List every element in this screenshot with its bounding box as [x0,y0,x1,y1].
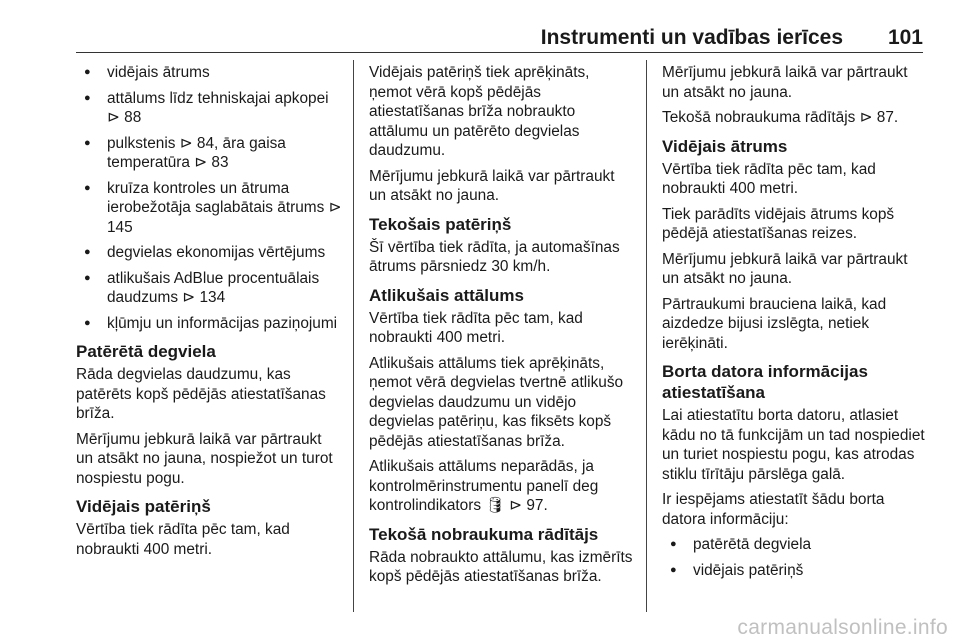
section-heading-avg-consumption: Vidējais patēriņš [76,497,211,516]
paragraph: Mērījumu jebkurā laikā var pārtraukt un atsākt no jauna. [369,167,615,204]
paragraph: Atlikušais attālums tiek aprēķināts, ņemot vērā degvielas tvertnē atlikušo degvielas daudzumu un vidējo degvielas patēriņu, kas fiksēts kopš pēdējās atiestatīšanas brīža. [369,354,624,450]
page-number: 101 [887,26,923,49]
list-item: ● degvielas ekonomijas vērtējums [76,243,342,263]
reset-items-list [662,535,928,580]
section-heading-trip-odometer: Tekošā nobraukuma rādītājs [369,524,599,544]
paragraph: Pārtraukumi brauciena laikā, kad aizdedze bijusi izslēgta, netiek ierēķināti. [662,295,887,352]
page-header [76,26,923,54]
list-item: ● vidējais ātrums [76,63,342,83]
paragraph: Šī vērtība tiek rādīta, ja automašīnas ātrums pārsniedz 30 km/h. [369,238,620,275]
paragraph: Vērtība tiek rādīta pēc tam, kad nobraukti 400 metri. [369,309,583,346]
list-item: ● pulkstenis ⊳ 84, āra gaisa temperatūra ⊳ 83 [76,134,342,173]
list-item: ● atlikušais AdBlue procentuālais daudzums ⊳ 134 [76,269,342,308]
column-2 [369,63,635,593]
paragraph: Ir iespējams atiestatīt šādu borta datora informāciju: [662,491,885,528]
column-1 [76,63,342,565]
section-heading-current-consumption: Tekošais patēriņš [369,214,512,234]
column-divider-2 [646,60,647,612]
list-item: ● patērētā degviela [662,535,928,555]
paragraph: Lai atiestatītu borta datoru, atlasiet kādu no tā funkcijām un tad nospiediet un turiet nospiestu pogu, kas atrodas stiklu tīrītāju pārslēga galā. [662,407,925,483]
paragraph: Rāda nobraukto attālumu, kas izmērīts kopš pēdējās atiestatīšanas brīža. [369,548,633,585]
column-divider-1 [353,60,354,612]
section-heading-fuel-used: Patērētā degviela [76,342,216,361]
column-3 [662,63,928,586]
site-watermark: carmanualsonline.info [737,616,948,639]
paragraph: Atlikušais attālums neparādās, ja kontrolmērinstrumentu panelī deg kontrolindikators 🛢 ⊳ 97. [369,458,599,514]
paragraph: Mērījumu jebkurā laikā var pārtraukt un atsākt no jauna. [662,250,908,287]
paragraph: Tiek parādīts vidējais ātrums kopš pēdējā atiestatīšanas reizes. [662,205,895,242]
paragraph: Mērījumu jebkurā laikā var pārtraukt un atsākt no jauna. [662,64,908,101]
section-heading-reset: Borta datora informācijas atiestatīšana [662,362,868,402]
paragraph: Vērtība tiek rādīta pēc tam, kad nobraukti 400 metri. [76,521,290,558]
list-item: ● kļūmju un informācijas paziņojumi [76,314,342,334]
list-item: ● vidējais patēriņš [662,561,928,581]
display-items-list [76,63,342,333]
chapter-title: Instrumenti un vadības ierīces [540,26,843,49]
header-rule [76,52,923,53]
section-heading-avg-speed: Vidējais ātrums [662,136,788,156]
list-item: ● kruīza kontroles un ātruma ierobežotāja saglabātais ātrums ⊳ 145 [76,179,342,238]
section-heading-range: Atlikušais attālums [369,285,524,305]
paragraph: Tekošā nobraukuma rādītājs ⊳ 87. [662,109,899,126]
paragraph: Vērtība tiek rādīta pēc tam, kad nobraukti 400 metri. [662,160,876,197]
paragraph: Rāda degvielas daudzumu, kas patērēts kopš pēdējās atiestatīšanas brīža. [76,366,326,422]
paragraph: Vidējais patēriņš tiek aprēķināts, ņemot vērā kopš pēdējās atiestatīšanas brīža nobraukto attālumu un patērēto degvielas daudzumu. [369,64,590,159]
paragraph: Mērījumu jebkurā laikā var pārtraukt un atsākt no jauna, nospiežot un turot nospiestu pogu. [76,430,333,487]
list-item: ● attālums līdz tehniskajai apkopei ⊳ 88 [76,89,342,128]
